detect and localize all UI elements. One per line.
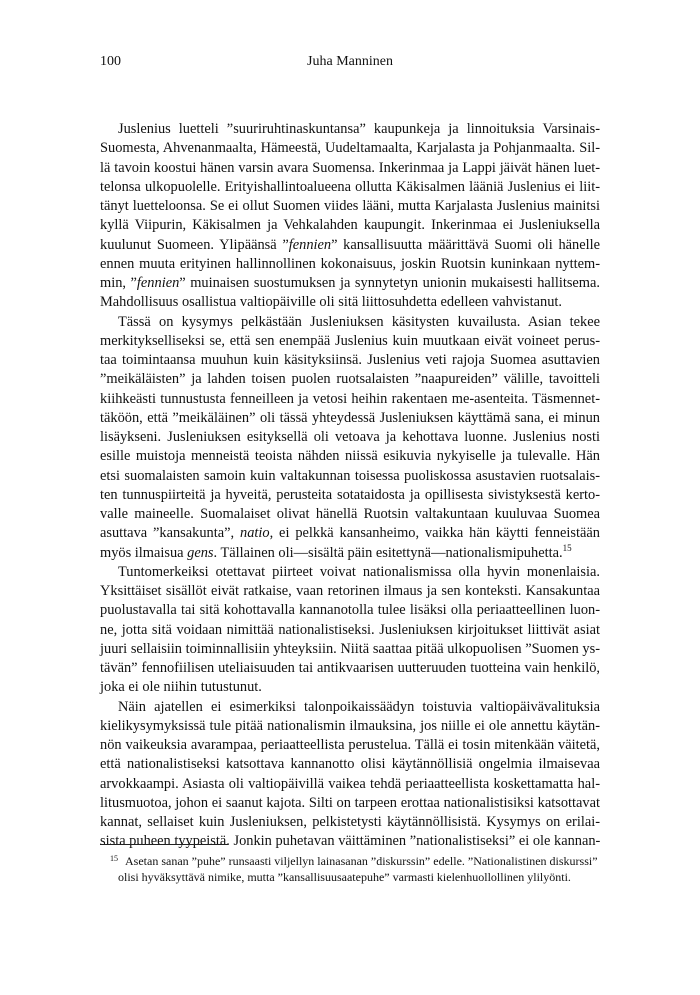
paragraph bbox=[100, 563, 600, 698]
italic-term: natio bbox=[240, 525, 270, 542]
text-line: ten tunnuspiirteitä ja hyveitä, perusteita sotataidosta ja opillisesta sivistyksestä kerto- bbox=[100, 486, 600, 503]
text-segment: . Tällainen oli—sisältä päin esitettynä—nationalismipuhetta. bbox=[213, 544, 563, 561]
text-line: telonsa ulkopuolelle. Erityishallintoalueena ollutta Käkisalmen lääniä Juslenius ei liit- bbox=[100, 178, 600, 195]
text-segment: , ei pelkkä kansanheimo, vaikka hän käytti fenneistään bbox=[269, 525, 600, 542]
text-line: kannat, sellaiset kuin Jusleniuksen, pelkistetysti käytännöllisistä. Kysymys on erilai- bbox=[100, 814, 600, 830]
paragraph bbox=[100, 313, 600, 563]
text-line: etsi suomalaisten samoin kuin valtakunnan toisessa puoliskossa asustavien ruotsalais- bbox=[100, 467, 600, 484]
footnote-15-line-1 bbox=[100, 853, 600, 869]
text-line: nön vaikeuksia avarampaa, periaatteellista perustelua. Tällä ei tosin mitenkään väitetä, bbox=[100, 737, 600, 753]
text-segment: ” kansallisuutta määrittävä Suomi oli hänelle bbox=[331, 236, 601, 253]
text-line: esille muistoja menneistä teoista nähden niissä esikuvia nykyiselle ja tulevalle. Hän bbox=[100, 448, 600, 465]
text-line: Mahdollisuus osallistua valtiopäiville oli sitä liittosuhdetta edelleen vahvistanut. bbox=[100, 294, 563, 311]
text-line: arvokkaampi. Asiasta oli valtiopäivillä vaikea tehdä periaatteellista koskettamatta hal- bbox=[100, 775, 600, 792]
footnote-text: Asetan sanan ”puhe” runsaasti viljellyn lainasanan ”diskurssin” edelle. ”Nationalistinen diskurssi” bbox=[125, 854, 598, 868]
text-line: ennen muuta erityinen hallinnollinen kokonaisuus, joskin Ruotsin kuninkaan nyttem- bbox=[100, 255, 600, 272]
italic-term: fennien bbox=[136, 275, 180, 291]
footnote-reference[interactable]: 15 bbox=[562, 542, 572, 553]
running-head-author: Juha Manninen bbox=[307, 54, 393, 69]
footnote-separator bbox=[100, 844, 228, 845]
text-line: Yksittäiset sisällöt eivät ratkaise, vaan retorinen ilmaus ja sen konteksti. Kansakuntaa bbox=[100, 583, 600, 599]
text-line: Tuntomerkeiksi otettavat piirteet voivat nationalismissa olla hyvin monenlaisia. bbox=[118, 563, 600, 580]
text-segment: ” muinaisen suostumuksen ja synnytetyn unionin mukaisesti hallitsema. bbox=[179, 275, 600, 291]
paragraph bbox=[100, 698, 600, 852]
italic-term: gens bbox=[187, 544, 214, 561]
text-line: lä tavoin koostui hänen varsin avara Suomensa. Inkerinmaa ja Lappi jäivät hänen luet- bbox=[100, 159, 600, 176]
text-line: lisäykseni. Jusleniuksen esityksellä oli vetoava ja kehottava luonne. Juslenius nosti bbox=[100, 429, 600, 445]
body-text bbox=[100, 120, 600, 852]
text-line: Suomesta, Ahvenanmaalta, Hämeestä, Uudeltamaalta, Karjalasta ja Pohjanmaalta. Sil- bbox=[100, 140, 600, 157]
text-line: Näin ajatellen ei esimerkiksi talonpoikaissäädyn toistuvia valtiopäivävalituksia bbox=[118, 698, 600, 715]
text-line bbox=[100, 274, 600, 293]
text-line: litusmuotoa, johon ei saanut kajota. Silti on tarpeen erottaa nationalistisiksi katsottavat bbox=[100, 794, 600, 811]
footnotes bbox=[100, 853, 600, 885]
italic-term: fennien bbox=[288, 236, 332, 253]
text-line: joka ei ole niihin tutustunut. bbox=[100, 679, 262, 696]
text-segment: kuulunut Suomeen. Ylipäänsä ” bbox=[100, 236, 289, 253]
text-segment: min, ” bbox=[100, 275, 137, 291]
text-line: tävän” fennofiilisen uteliaisuuden tai antikvaarisen uutteruuden tuotteina vain henkilö, bbox=[100, 660, 600, 676]
page-number: 100 bbox=[100, 54, 121, 69]
text-segment: asuttava ”kansakunta”, bbox=[100, 525, 240, 542]
text-line: ne, jotta sitä voidaan nimittää nationalistiseksi. Jusleniuksen kirjoitukset liittivät asiat bbox=[100, 621, 600, 638]
text-line: sista puheen tyypeistä. Jonkin puhetavan väittäminen ”nationalistiseksi” ei ole kannan- bbox=[100, 833, 601, 850]
text-line: valle maineelle. Suomalaiset olivat hänellä Ruotsin valtakuntaan kuuluvaa Suomea bbox=[100, 506, 600, 522]
text-line: kiihkeästi tunnustusta fenneilleen ja vetosi heihin rakentaen me-asenteita. Täsmennet- bbox=[100, 390, 600, 407]
text-segment: myös ilmaisua bbox=[100, 544, 188, 561]
text-line: taa toimintaansa muuhun kuin käsityksiinsä. Juslenius veti rajoja Suomea asuttavien bbox=[100, 352, 600, 368]
text-line: Tässä on kysymys pelkästään Jusleniuksen käsitysten kuvailusta. Asian tekee bbox=[118, 313, 600, 330]
text-line: puolustavalla tai sitä kohottavalla kannanotolla tulee lisäksi olla periaatteellinen luon- bbox=[100, 602, 600, 619]
text-line bbox=[100, 236, 600, 255]
text-line bbox=[100, 544, 600, 563]
page-header bbox=[100, 54, 600, 74]
text-line: kielikysymyksissä tule pitää nationalismin ilmauksina, jos niille ei ole annettu käytän- bbox=[100, 717, 600, 734]
paragraph bbox=[100, 120, 600, 313]
text-line: merkitykselliseksi se, että sen enempää Juslenius kuin muutkaan eivät voineet perus- bbox=[100, 332, 600, 349]
text-line: että nationalistiseksi katsottava kannanotto olisi käytännöllisiä ongelmia ilmaisevaa bbox=[100, 756, 600, 773]
text-line: Juslenius luetteli ”suuriruhtinaskuntansa” kaupunkeja ja linnoituksia Varsinais- bbox=[118, 121, 600, 137]
footnote-15-line-2: olisi hyväksyttävä nimike, mutta ”kansallisuusaatepuhe” varmasti kielenhuollollinen ylilyönti. bbox=[118, 870, 571, 884]
text-line bbox=[100, 524, 600, 543]
text-line: juuri sellaisiin toiminnallisiin yhteyksiin. Niitä saattaa pitää ulkopuolisen ”Suomen ys- bbox=[100, 640, 600, 657]
text-line: ”meikäläisten” ja lahden toisen puolen ruotsalaisten ”naapureiden” välille, tavoitteli bbox=[100, 371, 600, 388]
text-line: tänyt luetteloonsa. Se ei ollut Suomen viides lääni, mutta Karjalasta Juslenius mainitsi bbox=[100, 198, 600, 214]
text-line: täköön, että ”meikäläinen” oli tässä yhteydessä Jusleniuksen käyttämä sana, ei minun bbox=[100, 409, 600, 426]
footnote-number: 15 bbox=[110, 854, 118, 863]
text-line: kyllä Viipurin, Käkisalmen ja Vehkalahden kaupungit. Inkerinmaa ei Jusleniuksella bbox=[100, 217, 600, 234]
